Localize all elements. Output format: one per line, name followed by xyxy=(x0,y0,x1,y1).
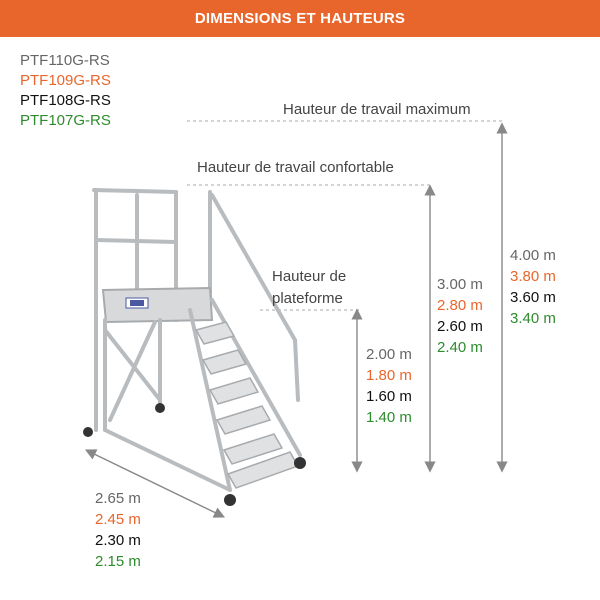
length-values xyxy=(95,488,141,572)
working-comfort-label: Hauteur de travail confortable xyxy=(197,159,394,176)
wheel-front-left xyxy=(224,494,236,506)
model-ptf110g: PTF110G-RS xyxy=(20,52,110,69)
wheel-rear-left xyxy=(83,427,93,437)
value-ptf109g: 2.45 m xyxy=(95,511,141,528)
platform-label-line1: Hauteur de xyxy=(272,268,347,285)
value-ptf107g: 3.40 m xyxy=(510,310,556,327)
value-ptf108g: 1.60 m xyxy=(366,388,412,405)
value-ptf109g: 3.80 m xyxy=(510,268,556,285)
value-ptf110g: 2.65 m xyxy=(95,490,141,507)
value-ptf107g: 2.40 m xyxy=(437,339,483,356)
value-ptf107g: 1.40 m xyxy=(366,409,412,426)
value-ptf108g: 2.60 m xyxy=(437,318,483,335)
working-max-values xyxy=(510,245,556,329)
value-ptf107g: 2.15 m xyxy=(95,553,141,570)
value-ptf108g: 2.30 m xyxy=(95,532,141,549)
header-title: DIMENSIONS ET HAUTEURS xyxy=(194,10,406,27)
wheel-rear-right xyxy=(155,403,165,413)
value-ptf110g: 3.00 m xyxy=(437,276,483,293)
working-comfort-values xyxy=(437,274,483,358)
value-ptf109g: 2.80 m xyxy=(437,297,483,314)
value-ptf109g: 1.80 m xyxy=(366,367,412,384)
value-ptf110g: 2.00 m xyxy=(366,346,412,363)
working-max-label: Hauteur de travail maximum xyxy=(283,101,471,118)
model-ptf108g: PTF108G-RS xyxy=(20,92,111,109)
wheel-front-right xyxy=(294,457,306,469)
model-ptf107g: PTF107G-RS xyxy=(20,112,111,129)
value-ptf110g: 4.00 m xyxy=(510,247,556,264)
platform-label-line2: plateforme xyxy=(272,290,343,307)
platform-values xyxy=(366,344,412,428)
model-ptf109g: PTF109G-RS xyxy=(20,72,111,89)
value-ptf108g: 3.60 m xyxy=(510,289,556,306)
